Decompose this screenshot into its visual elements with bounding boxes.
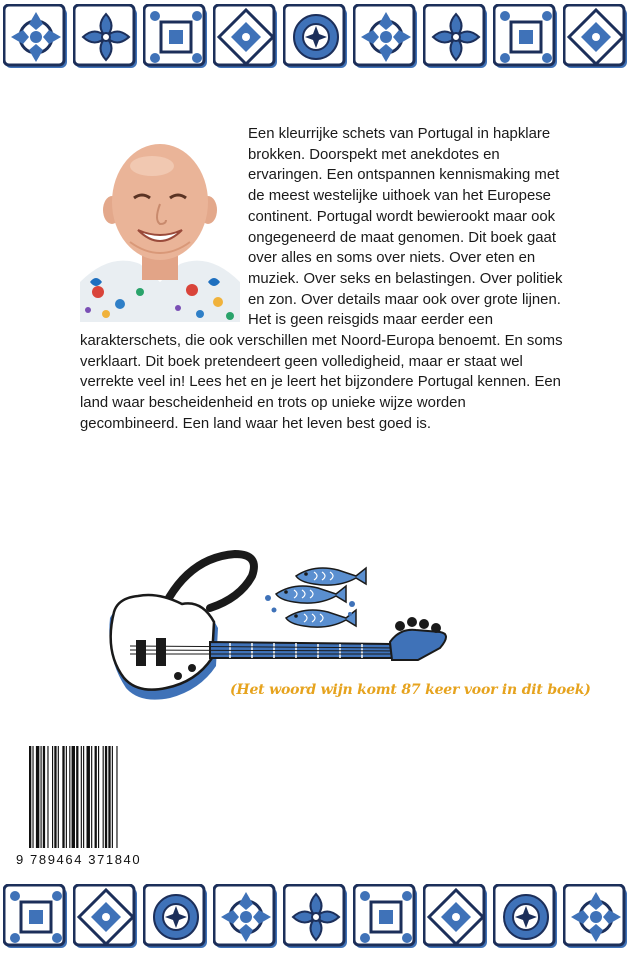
azulejo-tile-icon (143, 4, 209, 70)
azulejo-tile-icon (143, 884, 209, 950)
isbn-number: 9 789464 371840 (16, 852, 142, 867)
azulejo-tile-icon (353, 4, 419, 70)
author-photo (80, 132, 240, 322)
azulejo-tile-icon (563, 884, 629, 950)
barcode-icon (27, 746, 169, 856)
azulejo-tile-icon (283, 4, 349, 70)
azulejo-tile-icon (3, 884, 69, 950)
azulejo-tile-icon (213, 4, 279, 70)
azulejo-tile-icon (213, 884, 279, 950)
sardine-icon (265, 568, 366, 627)
azulejo-tile-icon (423, 4, 489, 70)
wine-count-note: (Het woord wijn komt 87 keer voor in dit boek) (230, 682, 591, 698)
azulejo-tile-icon (73, 884, 139, 950)
azulejo-tile-icon (3, 4, 69, 70)
azulejo-tile-icon (73, 4, 139, 70)
azulejo-tile-icon (563, 4, 629, 70)
azulejo-tile-icon (493, 4, 559, 70)
isbn-barcode (27, 746, 169, 856)
azulejo-tile-icon (423, 884, 489, 950)
top-tile-border (0, 0, 634, 74)
azulejo-tile-icon (493, 884, 559, 950)
blurb-text: Een kleurrijke schets van Portugal in hapklare brokken. Doorspekt met anekdotes en ervaringen. Een ontspannen kennismaking met de meest westelijke uithoek van het Europese continent. Portugal wordt bewierookt maar ook ongegeneerd de maat genomen. Dit boek gaat over alles en soms over niets. Over eten en muziek. Over seks en belastingen. Over politiek en zon. Over details maar ook over grote lijnen. Het is geen reisgids maar eerder een karakterschets, die ook verschillen met Noord-Europa benoemt. En soms verklaart. Dit boek pretendeert geen volledigheid, maar er staat wel verrekte veel in! Lees het en je leert het bijzondere Portugal kennen. Een land waar bescheidenheid en trots op unieke wijze worden gecombineerd. Een land waar het leven best goed is. (80, 126, 563, 432)
bottom-tile-border (0, 880, 634, 954)
azulejo-tile-icon (353, 884, 419, 950)
azulejo-tile-icon (283, 884, 349, 950)
author-portrait-icon (80, 132, 240, 322)
